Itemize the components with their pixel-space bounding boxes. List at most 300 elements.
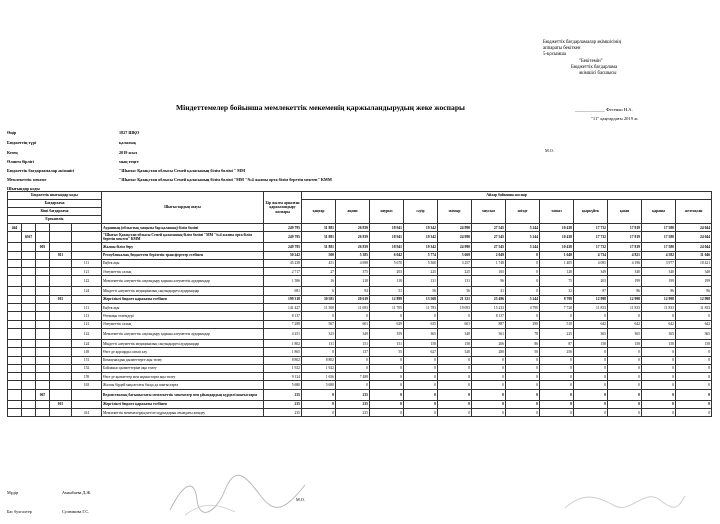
month-value-cell: 280	[472, 348, 506, 356]
code-institution-cell	[22, 409, 36, 417]
month-value-cell: 0	[608, 381, 642, 389]
month-value-cell: 0	[438, 389, 472, 400]
code-specifics-cell: 151	[72, 356, 102, 364]
month-value-cell: 235	[336, 400, 370, 408]
col-monthly: Айлар бойынша жоспар	[302, 192, 712, 200]
annual-total-cell: 249 795	[264, 224, 302, 232]
code-subprogram-cell	[50, 348, 72, 356]
month-value-cell: 86	[506, 339, 540, 347]
month-value-cell: 635	[404, 320, 438, 328]
month-value-cell: 218	[336, 276, 370, 287]
code-subprogram-cell	[50, 224, 72, 232]
code-admin-cell	[8, 373, 22, 381]
code-institution-cell	[22, 389, 36, 400]
month-value-cell: 11 833	[642, 304, 676, 312]
code-program-cell	[36, 328, 50, 339]
expense-name-cell: Жалпы бірдей мақсаттағы басқа да шығыстарға	[102, 381, 264, 389]
code-institution-cell	[22, 295, 36, 303]
month-value-cell: 0	[370, 373, 404, 381]
month-value-cell: 0	[506, 389, 540, 400]
month-value-cell: 11 500	[302, 304, 336, 312]
code-admin-cell	[8, 348, 22, 356]
code-subprogram-cell	[50, 312, 72, 320]
month-value-cell: 24 044	[676, 243, 712, 251]
month-value-cell: 365	[676, 328, 712, 339]
expense-name-cell: Өзге де қызметтер мен жұмыстарға ақы төлеу	[102, 373, 264, 381]
code-institution-cell	[22, 251, 36, 259]
month-value-cell: 0	[506, 276, 540, 287]
month-value-cell: 11 833	[676, 304, 712, 312]
month-value-cell: 86	[642, 287, 676, 295]
header-value-period: 2019 жыл	[119, 150, 138, 155]
month-value-cell: 0	[472, 409, 506, 417]
code-specifics-cell: 122	[72, 328, 102, 339]
month-value-cell: 0	[642, 381, 676, 389]
month-value-cell: 87	[540, 339, 574, 347]
annual-total-cell: 50 242	[264, 251, 302, 259]
col-month-12: желтоқсан	[676, 200, 712, 224]
code-institution-cell: 6567	[22, 232, 36, 243]
expense-name-cell: Еңбек ақы	[102, 259, 264, 267]
table-row	[8, 276, 712, 287]
code-specifics-cell: 414	[72, 409, 102, 417]
code-subprogram-cell	[50, 320, 72, 328]
month-value-cell: 11 783	[404, 304, 438, 312]
month-value-cell: 520	[438, 348, 472, 356]
table-row	[8, 348, 712, 356]
code-program-cell	[36, 364, 50, 372]
month-value-cell: 56	[438, 287, 472, 295]
month-value-cell: 0	[336, 312, 370, 320]
expense-name-cell: "Шығыс Қазақстан облысы Семей қаласының білім бөлімі "ММ "№4 жалпы орта білім беретін мектеп" КММ	[102, 232, 264, 243]
month-value-cell: 0	[540, 409, 574, 417]
month-value-cell: 5 244	[506, 295, 540, 303]
month-value-cell: 10 421	[676, 259, 712, 267]
month-value-cell: 0	[540, 364, 574, 372]
code-program-cell	[36, 287, 50, 295]
month-value-cell: 340	[608, 268, 642, 276]
code-admin-cell	[8, 356, 22, 364]
month-value-cell: 1 748	[472, 259, 506, 267]
month-value-cell: 0	[540, 389, 574, 400]
month-value-cell: 11 693	[336, 304, 370, 312]
month-value-cell: 151	[336, 339, 370, 347]
code-admin-cell	[8, 287, 22, 295]
month-value-cell: 340	[676, 268, 712, 276]
month-value-cell: 0	[608, 389, 642, 400]
month-value-cell: 17 580	[642, 243, 676, 251]
annual-total-cell: 8 137	[264, 312, 302, 320]
month-value-cell: 51	[370, 287, 404, 295]
month-value-cell: 0	[676, 389, 712, 400]
code-subprogram-cell: 015	[50, 295, 72, 303]
month-value-cell: 0	[642, 409, 676, 417]
table-row	[8, 364, 712, 372]
month-value-cell: 0	[676, 312, 712, 320]
month-value-cell: 567	[302, 320, 336, 328]
table-row	[8, 268, 712, 276]
expense-name-cell: Әлеуметтік салық	[102, 268, 264, 276]
approval-line-6: әкімшісі басшысы	[579, 71, 617, 77]
month-value-cell: 0	[370, 389, 404, 400]
month-value-cell: 0	[370, 356, 404, 364]
month-value-cell: 0	[438, 381, 472, 389]
expense-name-cell: Республикалық бюджеттен берілетін трансферттер есебінен	[102, 251, 264, 259]
code-specifics-cell	[72, 295, 102, 303]
month-value-cell: 601	[336, 320, 370, 328]
code-specifics-cell: 159	[72, 373, 102, 381]
month-value-cell: 0	[506, 409, 540, 417]
expense-name-cell: Еңбек ақы	[102, 304, 264, 312]
footer-mo-label: М.О.	[296, 497, 305, 502]
col-code-group: Бюджеттік шығындар коды	[8, 192, 102, 200]
month-value-cell: 19 693	[438, 304, 472, 312]
month-value-cell: 365	[608, 328, 642, 339]
month-value-cell: 0	[506, 259, 540, 267]
col-specifics: Ерекшелік	[8, 216, 102, 224]
code-specifics-cell: 111	[72, 304, 102, 312]
month-value-cell: 4 196	[608, 259, 642, 267]
footer-accountant-label: Бас бухгалтер	[7, 509, 32, 514]
month-value-cell: 0	[472, 381, 506, 389]
table-header	[8, 192, 712, 224]
code-admin-cell	[8, 259, 22, 267]
table-row	[8, 224, 712, 232]
month-value-cell: 629	[370, 320, 404, 328]
month-value-cell: 510	[540, 320, 574, 328]
month-value-cell: 94	[336, 287, 370, 295]
month-value-cell: 0	[608, 409, 642, 417]
month-value-cell: 359	[370, 328, 404, 339]
code-institution-cell	[22, 276, 36, 287]
month-value-cell: 78	[506, 328, 540, 339]
month-value-cell: 7 488	[336, 373, 370, 381]
month-value-cell: 235	[336, 389, 370, 400]
annual-total-cell: 8 802	[264, 356, 302, 364]
header-value-institution: "Шығыс Қазақстан облысы Семей қаласының білім бөлімі "ММ "№4 жалпы орта білім беретін мектеп" КММ	[119, 177, 332, 182]
month-value-cell: 17 819	[608, 224, 642, 232]
month-value-cell: 0	[676, 364, 712, 372]
month-value-cell: 17 580	[642, 232, 676, 243]
annual-total-cell: 1 586	[264, 276, 302, 287]
month-value-cell: 56	[404, 287, 438, 295]
code-program-cell	[36, 400, 50, 408]
code-admin-cell	[8, 364, 22, 372]
month-value-cell: 10 438	[540, 224, 574, 232]
month-value-cell: 158	[608, 339, 642, 347]
footer-accountant-name: Сулеимова Г.С.	[62, 509, 90, 514]
expense-name-cell: Жергілікті бюджет қаражаты есебінен	[102, 295, 264, 303]
col-month-1: қаңтар	[302, 200, 336, 224]
approval-line-2: аппараты бекіткен	[543, 46, 581, 52]
code-specifics-cell: 113	[72, 312, 102, 320]
annual-total-cell: 1 802	[264, 339, 302, 347]
month-value-cell: 86	[608, 287, 642, 295]
month-value-cell: 4 582	[642, 251, 676, 259]
header-label-period: Кезең	[7, 150, 18, 155]
signature-mark	[165, 470, 315, 520]
code-program-cell	[36, 268, 50, 276]
month-value-cell: 0	[676, 348, 712, 356]
month-value-cell: 642	[574, 320, 608, 328]
month-value-cell: 0	[438, 356, 472, 364]
code-program-cell	[36, 320, 50, 328]
code-subprogram-cell	[50, 268, 72, 276]
month-value-cell: 30 581	[302, 295, 336, 303]
header-value-region: 1827 ШҚО	[119, 130, 140, 135]
month-value-cell: 0	[574, 348, 608, 356]
month-value-cell: 0	[676, 373, 712, 381]
code-subprogram-cell	[50, 243, 72, 251]
month-value-cell: 165	[472, 268, 506, 276]
month-value-cell: 365	[574, 328, 608, 339]
code-subprogram-cell: 015	[50, 400, 72, 408]
month-value-cell: 0	[506, 287, 540, 295]
month-value-cell: 0	[574, 356, 608, 364]
month-value-cell: 0	[642, 400, 676, 408]
col-month-10: қазан	[608, 200, 642, 224]
month-value-cell: 0	[336, 381, 370, 389]
month-value-cell: 0	[302, 400, 336, 408]
month-value-cell: 0	[540, 400, 574, 408]
table-row	[8, 328, 712, 339]
month-value-cell: 0	[506, 356, 540, 364]
month-value-cell: 3 977	[642, 259, 676, 267]
code-specifics-cell	[72, 400, 102, 408]
code-program-cell: 003	[36, 243, 50, 251]
month-value-cell: 0	[642, 364, 676, 372]
table-body	[8, 224, 712, 417]
code-institution-cell	[22, 356, 36, 364]
code-institution-cell	[22, 339, 36, 347]
approval-block	[543, 40, 621, 77]
annual-total-cell: 5 680	[264, 381, 302, 389]
code-subprogram-cell	[50, 304, 72, 312]
month-value-cell: 5 680	[302, 381, 336, 389]
month-value-cell: 627	[404, 348, 438, 356]
month-value-cell: 27	[302, 268, 336, 276]
month-value-cell: 256	[540, 348, 574, 356]
month-value-cell: 11 833	[608, 304, 642, 312]
expense-name-cell: Ведомстволық бағыныстағы мемлекеттік мекемелер мен ұйымдардың күрделі шығыстары	[102, 389, 264, 400]
month-value-cell: 0	[642, 348, 676, 356]
code-institution-cell	[22, 373, 36, 381]
code-subprogram-cell	[50, 389, 72, 400]
code-program-cell	[36, 381, 50, 389]
month-value-cell: 0	[642, 373, 676, 381]
month-value-cell: 20 619	[336, 295, 370, 303]
month-value-cell: 96	[472, 276, 506, 287]
table-row	[8, 389, 712, 400]
table-row	[8, 312, 712, 320]
month-value-cell: 137	[336, 348, 370, 356]
code-subprogram-cell	[50, 409, 72, 417]
month-value-cell: 18 941	[370, 224, 404, 232]
month-value-cell: 0	[506, 251, 540, 259]
expense-name-cell: Мемлекеттік мекемелердің негізгі құралдарын ағымдағы жөндеу	[102, 409, 264, 417]
annual-total-cell: 2 717	[264, 268, 302, 276]
code-specifics-cell: 163	[72, 381, 102, 389]
month-value-cell: 158	[404, 339, 438, 347]
code-program-cell	[36, 251, 50, 259]
code-subprogram-cell	[50, 259, 72, 267]
month-value-cell: 11 705	[370, 304, 404, 312]
month-value-cell: 0	[302, 389, 336, 400]
month-value-cell: 203	[574, 276, 608, 287]
month-value-cell: 26 839	[336, 232, 370, 243]
code-specifics-cell	[72, 224, 102, 232]
expense-name-cell: Әлеуметтік салық	[102, 320, 264, 328]
month-value-cell: 158	[676, 339, 712, 347]
month-value-cell: 0	[506, 373, 540, 381]
month-value-cell: 0	[540, 381, 574, 389]
month-value-cell: 6	[302, 287, 336, 295]
header-label-administrator: Бюджеттік бағдарламалар әкімшісі	[7, 168, 75, 173]
code-specifics-cell	[72, 251, 102, 259]
month-value-cell: 10 438	[540, 243, 574, 251]
month-value-cell: 235	[336, 409, 370, 417]
month-value-cell: 365	[642, 328, 676, 339]
annual-total-cell: 249 795	[264, 232, 302, 243]
month-value-cell: 4 734	[574, 251, 608, 259]
month-value-cell: 24 990	[438, 224, 472, 232]
month-value-cell: 0	[608, 373, 642, 381]
month-value-cell: 17 819	[608, 243, 642, 251]
code-program-cell	[36, 348, 50, 356]
stamp-mark	[560, 478, 690, 518]
month-value-cell: 0	[676, 356, 712, 364]
header-label-unit: Өлшем бірлігі	[7, 159, 34, 164]
month-value-cell: 12 899	[370, 295, 404, 303]
header-label-budget-type: Бюджеттің түрі	[7, 140, 37, 145]
header-mo-label: М.О.	[545, 148, 554, 153]
month-value-cell: 158	[574, 339, 608, 347]
month-value-cell: 1 405	[540, 259, 574, 267]
month-value-cell: 158	[438, 339, 472, 347]
code-specifics-cell: 124	[72, 287, 102, 295]
annual-total-cell: 141 427	[264, 304, 302, 312]
month-value-cell: 0	[574, 364, 608, 372]
header-label-region: Өңір	[7, 130, 17, 135]
month-value-cell: 24 990	[438, 243, 472, 251]
month-value-cell: 3 669	[438, 251, 472, 259]
expense-name-cell: Коммуналдық қызметтерге ақы төлеу	[102, 356, 264, 364]
month-value-cell: 0	[608, 400, 642, 408]
code-admin-cell	[8, 312, 22, 320]
month-value-cell: 15 233	[472, 304, 506, 312]
month-value-cell: 5 244	[506, 243, 540, 251]
code-specifics-cell: 149	[72, 348, 102, 356]
expense-name-cell: Байланыс қызметтеріне ақы төлеу	[102, 364, 264, 372]
month-value-cell: 0	[438, 400, 472, 408]
col-month-2: ақпан	[336, 200, 370, 224]
code-admin-cell	[8, 400, 22, 408]
month-value-cell: 0	[336, 364, 370, 372]
month-value-cell: 50	[506, 348, 540, 356]
month-value-cell: 0	[506, 381, 540, 389]
table-row	[8, 339, 712, 347]
month-value-cell: 500	[302, 251, 336, 259]
annual-total-cell: 235	[264, 400, 302, 408]
code-admin-cell	[8, 339, 22, 347]
month-value-cell: 0	[370, 312, 404, 320]
expense-name-cell: Жергілікті бюджет қаражаты есебінен	[102, 400, 264, 408]
month-value-cell: 32	[540, 287, 574, 295]
col-month-4: сәуір	[404, 200, 438, 224]
code-admin-cell	[8, 328, 22, 339]
month-value-cell: 118	[370, 276, 404, 287]
annual-total-cell: 235	[264, 389, 302, 400]
code-program-cell	[36, 339, 50, 347]
month-value-cell: 887	[472, 320, 506, 328]
col-month-11: қараша	[642, 200, 676, 224]
code-admin-cell	[8, 389, 22, 400]
month-value-cell: 0	[506, 364, 540, 372]
table-row	[8, 320, 712, 328]
month-value-cell: 19 342	[404, 243, 438, 251]
code-institution-cell	[22, 243, 36, 251]
month-value-cell: 0	[574, 312, 608, 320]
month-value-cell: 13 568	[404, 295, 438, 303]
month-value-cell: 0	[472, 373, 506, 381]
month-value-cell: 16	[302, 276, 336, 287]
month-value-cell: 31 881	[302, 232, 336, 243]
code-institution-cell	[22, 259, 36, 267]
month-value-cell: 203	[370, 268, 404, 276]
month-value-cell: 5 360	[404, 259, 438, 267]
month-value-cell: 18 941	[370, 243, 404, 251]
month-value-cell: 0	[302, 409, 336, 417]
table-row	[8, 381, 712, 389]
month-value-cell: 8 798	[540, 295, 574, 303]
month-value-cell: 0	[404, 389, 438, 400]
month-value-cell: 0	[472, 389, 506, 400]
code-institution-cell	[22, 381, 36, 389]
month-value-cell: 17 732	[574, 224, 608, 232]
month-value-cell: 0	[574, 400, 608, 408]
code-program-cell	[36, 409, 50, 417]
header-value-unit: мың теңге	[119, 159, 139, 164]
annual-total-cell: 235	[264, 409, 302, 417]
expense-name-cell: Ауданның (облыстық маңызы бар қаланың) білім бөлімі	[102, 224, 264, 232]
col-total: Бір жылға арналған қаржыландыру жоспары	[264, 192, 302, 224]
approval-date: "11" қаңтардағы 2019 ж.	[591, 116, 639, 121]
month-value-cell: 12 998	[676, 295, 712, 303]
month-value-cell: 642	[642, 320, 676, 328]
month-value-cell: 0	[438, 364, 472, 372]
annual-total-cell: 681	[264, 287, 302, 295]
code-specifics-cell: 121	[72, 268, 102, 276]
month-value-cell: 0	[472, 400, 506, 408]
month-value-cell: 5 385	[336, 251, 370, 259]
month-value-cell: 0	[574, 381, 608, 389]
code-subprogram-cell	[50, 364, 72, 372]
month-value-cell: 0	[642, 356, 676, 364]
table-row	[8, 232, 712, 243]
code-institution-cell	[22, 312, 36, 320]
month-value-cell: 0	[608, 348, 642, 356]
code-subprogram-cell	[50, 287, 72, 295]
code-subprogram-cell	[50, 381, 72, 389]
month-value-cell: 199	[642, 276, 676, 287]
code-institution-cell	[22, 364, 36, 372]
month-value-cell: 0	[540, 312, 574, 320]
code-subprogram-cell	[50, 356, 72, 364]
month-value-cell: 561	[472, 328, 506, 339]
annual-total-cell: 9 124	[264, 373, 302, 381]
month-value-cell: 375	[336, 268, 370, 276]
expense-name-cell: Өзге де қорларды сатып алу	[102, 348, 264, 356]
